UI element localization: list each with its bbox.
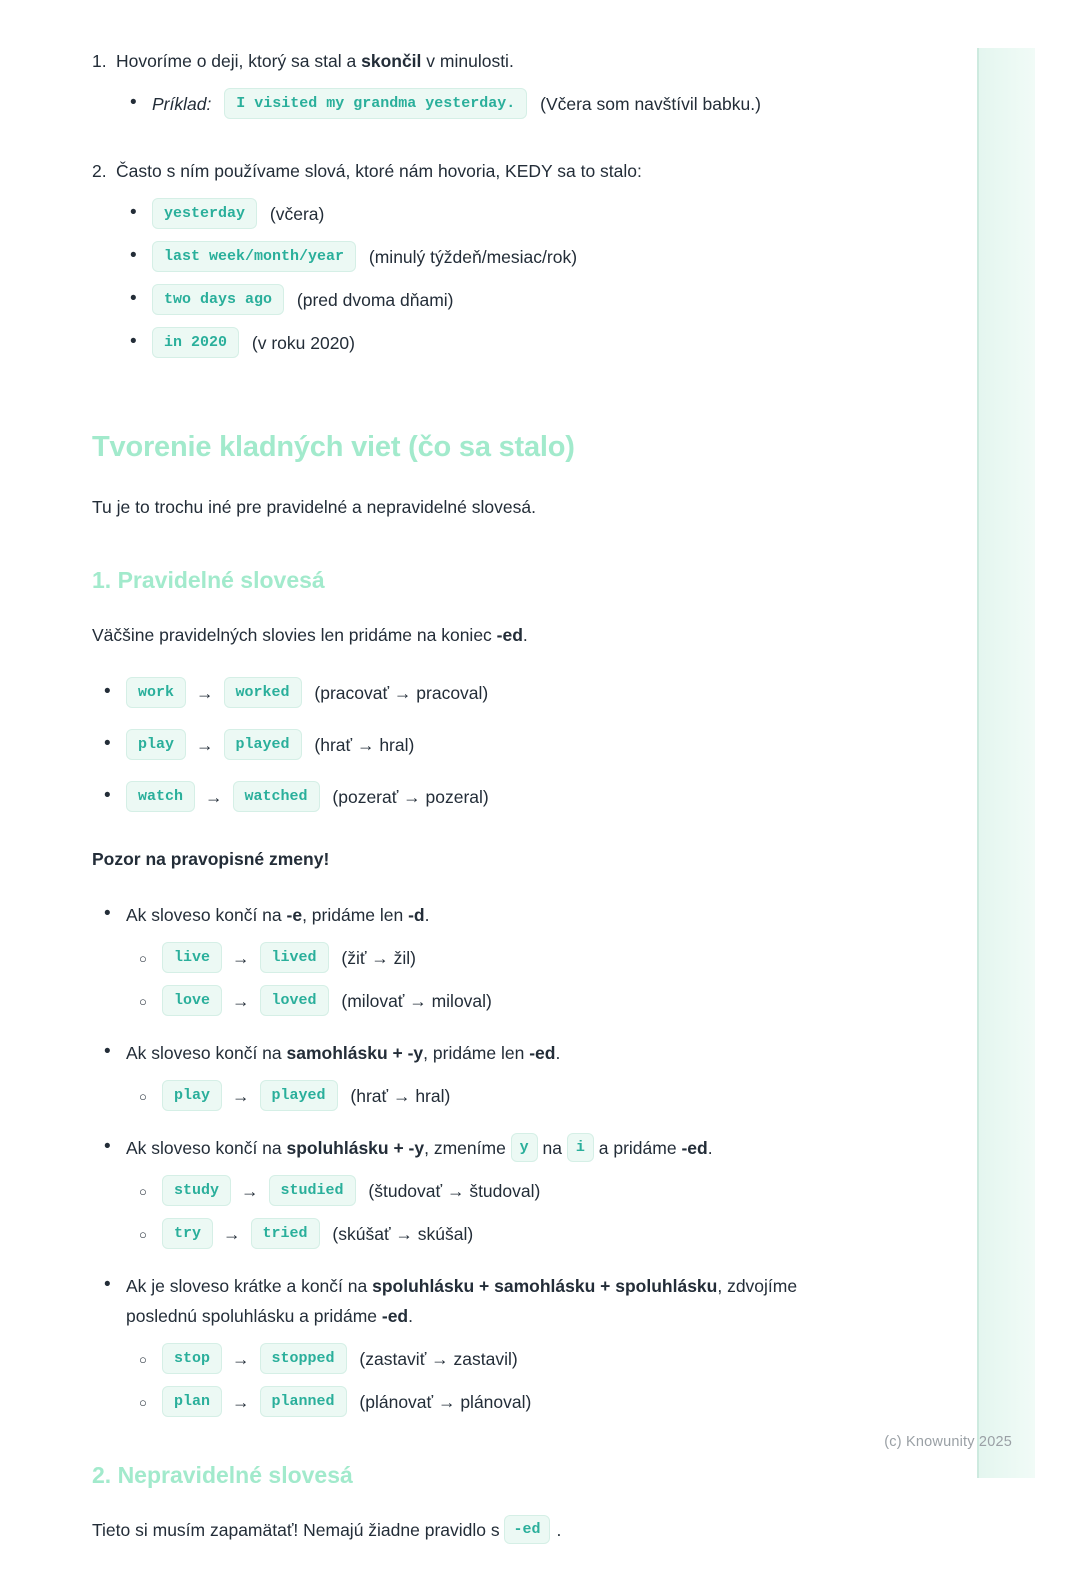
pattern-consonant-y: spoluhlásku + -y [286, 1138, 425, 1158]
section-intro: Tu je to trochu iné pre pravidelné a nepravidelné slovesá. [92, 497, 536, 517]
rule-ends-in-e: • Ak sloveso končí na -e, pridáme len -d. ○ live → lived (žiť → žil) ○ love → loved (milovať → miloval) [126, 900, 864, 1016]
verb-pair-item [162, 943, 864, 973]
code-chip-watched: watched [233, 781, 320, 812]
code-chip-played: played [224, 729, 302, 760]
code-chip-stop: stop [162, 1343, 222, 1374]
usage-text: v minulosti. [421, 51, 514, 71]
rule-consonant-plus-y: • Ak sloveso končí na spoluhlásku + -y, zmeníme y na i a pridáme -ed. ○ study → studied (študovať → študoval) ○ try → tried (skúšať → skúšal) [126, 1133, 864, 1249]
arrow-right: → [232, 1086, 250, 1106]
suffix-ed: -ed [529, 1043, 556, 1063]
rule-cvc-doubling: • Ak je sloveso krátke a končí na spoluhlásku + samohlásku + spoluhlásku, zdvojíme poslednú spoluhlásku a pridáme -ed. ○ stop → stopped (zastaviť → zastavil) ○ plan → planned (plánovať → plánoval) [126, 1271, 864, 1417]
code-chip-played: played [260, 1080, 338, 1111]
code-chip-plan: plan [162, 1386, 222, 1417]
time-word-item [152, 199, 864, 229]
numbered-item-1 [92, 46, 864, 132]
code-chip-study: study [162, 1175, 231, 1206]
verb-pair-item [162, 1219, 864, 1249]
suffix-ed: -ed [681, 1138, 708, 1158]
code-chip-lived: lived [260, 942, 329, 973]
suffix-d: -d [408, 905, 425, 925]
code-chip-watch: watch [126, 781, 195, 812]
time-word-item [152, 242, 864, 272]
verb-pair-item [162, 986, 864, 1016]
code-chip-planned: planned [260, 1386, 347, 1417]
list-number: 1. [92, 51, 107, 71]
code-chip-stopped: stopped [260, 1343, 347, 1374]
suffix-ed: -ed [496, 625, 523, 645]
section-title: Tvorenie kladných viet (čo sa stalo) [92, 431, 575, 463]
code-chip-tried: tried [251, 1218, 320, 1249]
code-chip-worked: worked [224, 677, 302, 708]
arrow-right: → [205, 787, 223, 807]
copyright-watermark: (c) Knowunity 2025 [884, 1434, 1012, 1450]
verb-pair-translation: (milovať → miloval) [341, 991, 492, 1011]
time-word-translation: (minulý týždeň/mesiac/rok) [368, 247, 578, 267]
example-label: Príklad: [152, 94, 212, 114]
code-chip-in-2020: in 2020 [152, 327, 239, 358]
time-word-translation: (pred dvoma dňami) [296, 290, 454, 310]
code-chip-love: love [162, 985, 222, 1016]
verb-pair-translation: (plánovať → plánoval) [359, 1392, 532, 1412]
document-body [92, 46, 864, 1573]
verb-pair-item [162, 1176, 864, 1206]
code-chip-try: try [162, 1218, 213, 1249]
code-chip-play: play [162, 1080, 222, 1111]
time-word-item [152, 285, 864, 315]
verb-pair-translation: (hrať → hral) [350, 1086, 451, 1106]
code-chip-y: y [511, 1133, 538, 1162]
verb-pair-item [162, 1081, 864, 1111]
verb-pair-item [126, 678, 864, 708]
code-chip-studied: studied [269, 1175, 356, 1206]
subsection-title-irregular-verbs: 2. Nepravidelné slovesá [92, 1462, 353, 1488]
spelling-rules-list [92, 900, 864, 1417]
code-chip-two-days-ago: two days ago [152, 284, 284, 315]
verb-pair-item [126, 730, 864, 760]
verb-pair-translation: (zastaviť → zastavil) [359, 1349, 518, 1369]
verb-pair-translation: (študovať → študoval) [368, 1181, 541, 1201]
code-chip-loved: loved [260, 985, 329, 1016]
arrow-right: → [241, 1181, 259, 1201]
subsection-title-regular-verbs: 1. Pravidelné slovesá [92, 567, 325, 593]
code-chip-live: live [162, 942, 222, 973]
pattern-cvc: spoluhlásku + samohlásku + spoluhlásku [372, 1276, 718, 1296]
verb-pair-item [162, 1344, 864, 1374]
rule-vowel-plus-y: • Ak sloveso končí na samohlásku + -y, pridáme len -ed. ○ play → played (hrať → hral) [126, 1038, 864, 1111]
list-number: 2. [92, 161, 107, 181]
code-chip-ed: -ed [504, 1515, 549, 1544]
arrow-right: → [232, 991, 250, 1011]
arrow-right: → [196, 735, 214, 755]
numbered-item-2 [92, 156, 864, 390]
time-word-translation: (včera) [269, 204, 325, 224]
regular-intro: Väčšine pravidelných slovies len pridáme na koniec -ed. [92, 625, 528, 645]
verb-pair-item [162, 1387, 864, 1417]
time-word-item [152, 328, 864, 358]
arrow-right: → [196, 683, 214, 703]
verb-pair-translation: (žiť → žil) [341, 948, 417, 968]
code-chip-yesterday: yesterday [152, 198, 257, 229]
usage-text: Často s ním používame slová, ktoré nám hovoria, KEDY sa to stalo: [116, 161, 642, 181]
irregular-intro: Tieto si musím zapamätať! Nemajú žiadne pravidlo s -ed . [92, 1515, 864, 1545]
example-item [152, 89, 864, 119]
suffix-ed: -ed [381, 1306, 409, 1326]
arrow-right: → [232, 1349, 250, 1369]
code-chip-i: i [567, 1133, 594, 1162]
time-word-translation: (v roku 2020) [251, 333, 355, 353]
usage-text: Hovoríme o deji, ktorý sa stal a [116, 51, 362, 71]
page-edge-stripe [977, 48, 1035, 1478]
pattern-vowel-y: samohlásku + -y [286, 1043, 424, 1063]
arrow-right: → [232, 1392, 250, 1412]
code-chip-example-sentence: I visited my grandma yesterday. [224, 88, 527, 119]
code-chip-last-week: last week/month/year [152, 241, 356, 272]
arrow-right: → [223, 1224, 241, 1244]
verb-pair-translation: (hrať → hral) [314, 735, 415, 755]
verb-pair-translation: (pozerať → pozeral) [332, 787, 489, 807]
example-translation: (Včera som navštívil babku.) [540, 94, 761, 114]
code-chip-work: work [126, 677, 186, 708]
verb-pair-translation: (pracovať → pracoval) [314, 683, 489, 703]
code-chip-play: play [126, 729, 186, 760]
regular-examples-list [92, 678, 864, 812]
usage-text-bold: skončil [361, 51, 422, 71]
suffix-e: -e [286, 905, 303, 925]
spelling-warning-title: Pozor na pravopisné zmeny! [92, 849, 330, 869]
verb-pair-item [126, 782, 864, 812]
verb-pair-translation: (skúšať → skúšal) [332, 1224, 474, 1244]
arrow-right: → [232, 948, 250, 968]
